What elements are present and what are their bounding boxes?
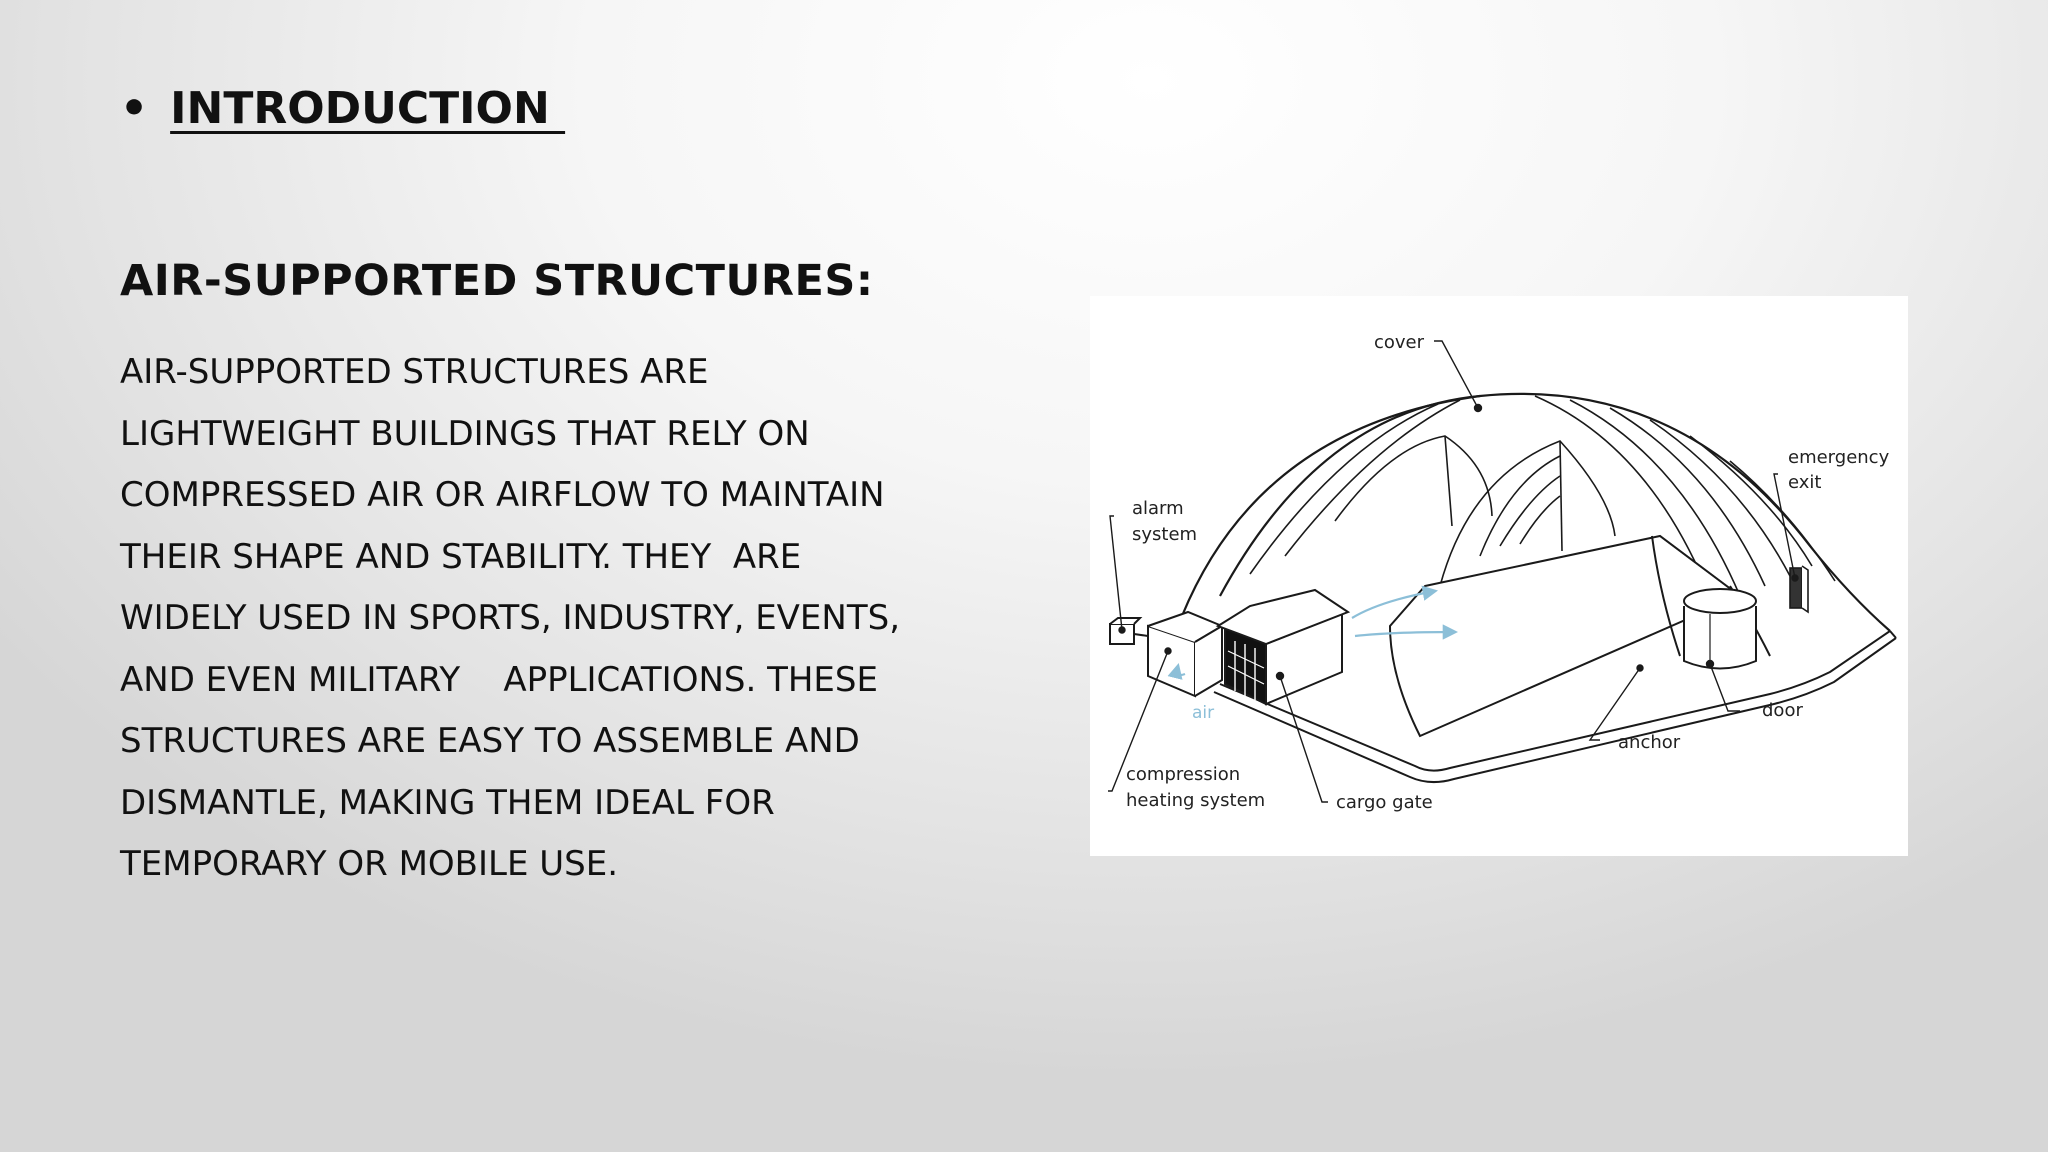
- body-paragraph: [120, 342, 950, 896]
- label-emergency-exit-1: emergency: [1788, 447, 1890, 468]
- label-cover: cover: [1374, 332, 1425, 353]
- intro-bullet: [120, 78, 565, 138]
- door-cylinder: [1684, 589, 1756, 669]
- body-line: STRUCTURES ARE EASY TO ASSEMBLE AND: [120, 721, 860, 761]
- body-line: AIR-SUPPORTED STRUCTURES ARE: [120, 352, 709, 392]
- section-heading: AIR-SUPPORTED STRUCTURES:: [120, 256, 874, 306]
- air-dome-diagram: [1090, 296, 1908, 856]
- label-compression-heating-1: compression: [1126, 764, 1241, 785]
- label-door: door: [1762, 700, 1803, 721]
- label-air: air: [1192, 703, 1215, 723]
- label-emergency-exit-2: exit: [1788, 472, 1822, 493]
- body-line: THEIR SHAPE AND STABILITY. THEY ARE: [120, 536, 802, 577]
- body-line: TEMPORARY OR MOBILE USE.: [120, 844, 619, 884]
- label-alarm-system-2: system: [1132, 524, 1198, 545]
- body-line: WIDELY USED IN SPORTS, INDUSTRY, EVENTS,: [120, 598, 901, 638]
- body-line: AND EVEN MILITARY APPLICATIONS. THESE: [120, 659, 878, 700]
- bullet-dot: •: [120, 82, 149, 134]
- intro-title: INTRODUCTION: [170, 82, 566, 134]
- air-dome-diagram-svg: [1090, 296, 1908, 856]
- label-alarm-system-1: alarm: [1132, 498, 1184, 519]
- label-anchor: anchor: [1618, 732, 1681, 753]
- emergency-exit: [1790, 566, 1808, 612]
- label-cargo-gate: cargo gate: [1336, 792, 1433, 813]
- body-line: LIGHTWEIGHT BUILDINGS THAT RELY ON: [120, 413, 810, 454]
- body-line: COMPRESSED AIR OR AIRFLOW TO MAINTAIN: [120, 475, 885, 515]
- label-compression-heating-2: heating system: [1126, 790, 1266, 811]
- body-line: DISMANTLE, MAKING THEM IDEAL FOR: [120, 782, 775, 823]
